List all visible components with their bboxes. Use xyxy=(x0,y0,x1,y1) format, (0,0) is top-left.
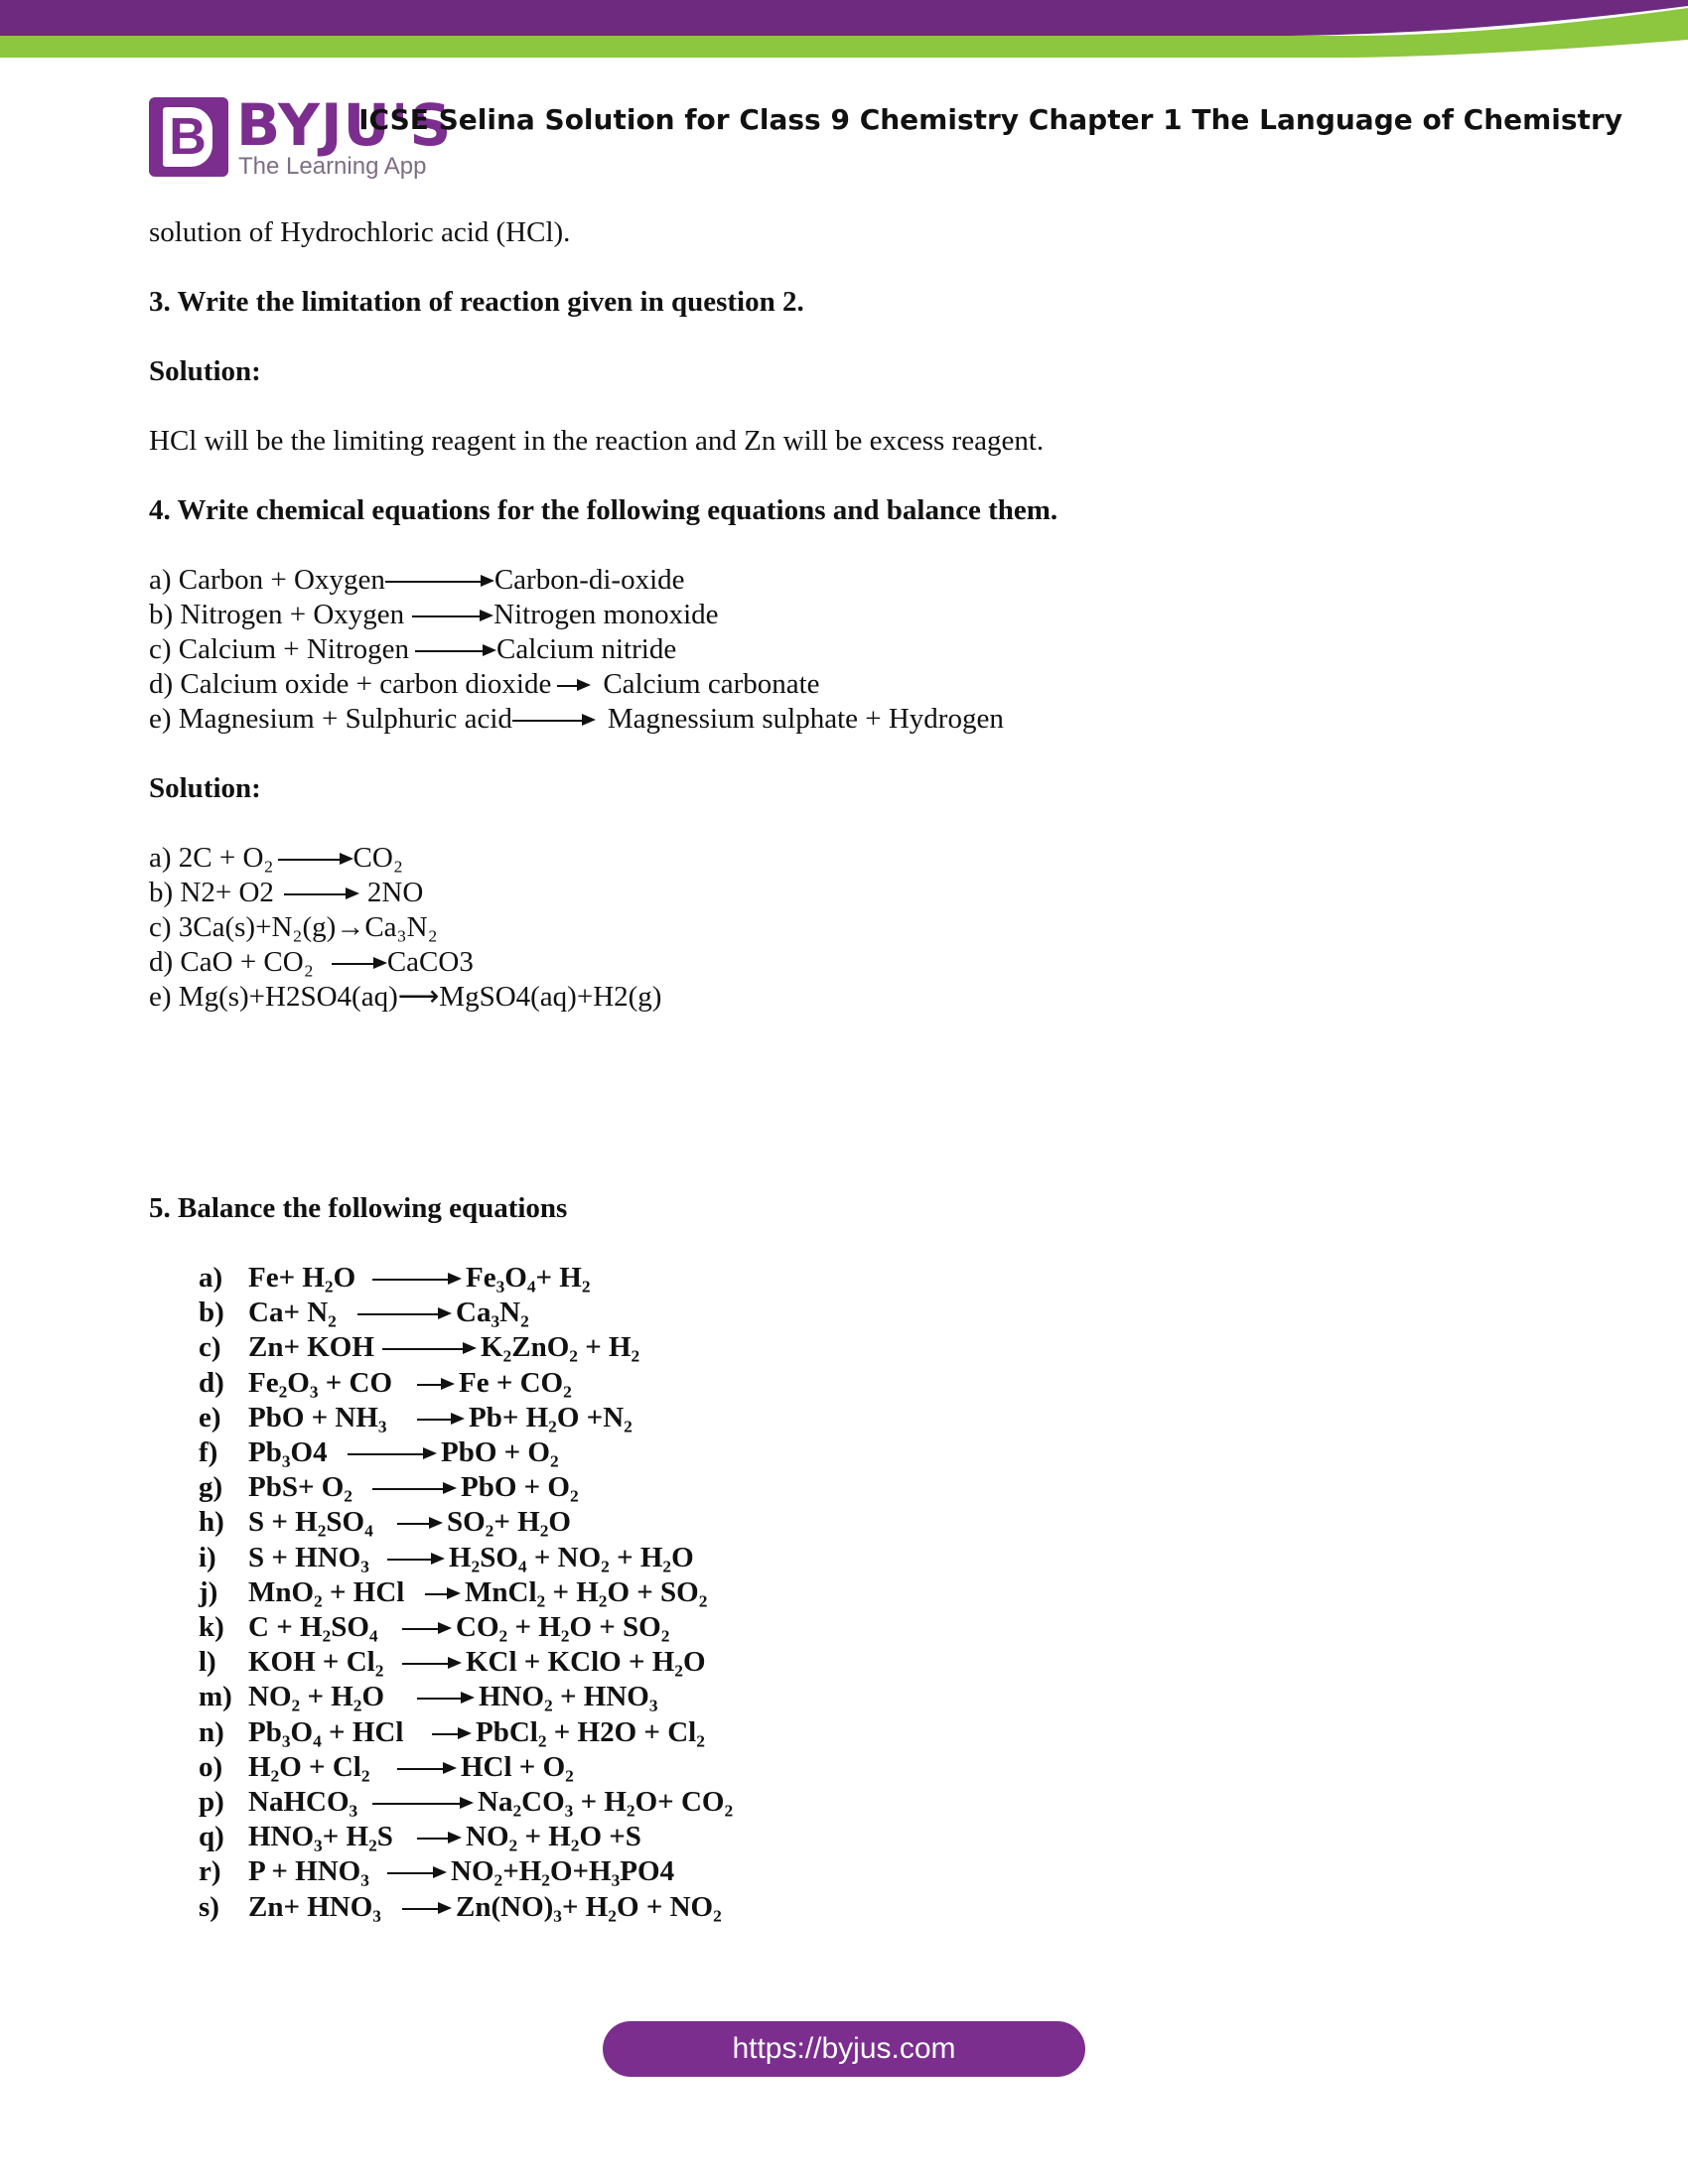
equation-rhs: Na₂CO₃ + H₂O+ CO₂ xyxy=(478,1786,734,1818)
arrow-icon xyxy=(348,1435,437,1470)
equation-rhs: NO₂+H₂O+H₃PO4 xyxy=(451,1855,675,1888)
question-3: 3. Write the limitation of reaction given in question 2. xyxy=(149,286,804,318)
equation-lhs: a) Carbon + Oxygen xyxy=(149,564,385,596)
arrow-icon xyxy=(372,1785,474,1820)
equation-label: a) xyxy=(199,1262,223,1294)
arrow-icon xyxy=(397,1505,443,1540)
solution-label: Solution: xyxy=(149,355,261,387)
equation-lhs: Zn+ HNO₃ xyxy=(248,1890,381,1923)
equation-label: d) xyxy=(199,1366,224,1399)
equation-rhs: SO₂+ H₂O xyxy=(447,1506,571,1539)
equation-label: k) xyxy=(199,1611,224,1643)
equation-lhs: Fe₂O₃ + CO xyxy=(248,1366,393,1399)
equation-label: r) xyxy=(199,1855,221,1888)
arrow-icon xyxy=(402,1645,462,1680)
equation-label: l) xyxy=(199,1646,216,1679)
solution-equation-b: b) N2+ O2 2NO xyxy=(149,877,424,908)
word-equation-c xyxy=(149,632,676,667)
logo-name: BYJU'S xyxy=(236,91,453,159)
arrow-icon xyxy=(385,563,494,598)
question-5: 5. Balance the following equations xyxy=(149,1192,568,1224)
arrow-icon xyxy=(417,1680,475,1714)
arrow-icon xyxy=(417,1820,462,1854)
arrow-icon xyxy=(417,1366,455,1401)
equation-rhs: Fe₃O₄+ H₂ xyxy=(466,1262,591,1294)
equation-label: g) xyxy=(199,1471,223,1504)
question-3-answer: HCl will be the limiting reagent in the reaction and Zn will be excess reagent. xyxy=(149,425,1045,457)
arrow-icon xyxy=(372,1470,457,1505)
equation-rhs: H₂SO₄ + NO₂ + H₂O xyxy=(449,1541,694,1573)
logo-mark xyxy=(149,97,228,177)
equation-label: b) xyxy=(199,1297,224,1329)
arrow-icon xyxy=(415,632,496,667)
arrow-icon xyxy=(332,945,387,980)
equation-lhs: Pb₃O4 xyxy=(248,1436,328,1468)
equation-label: o) xyxy=(199,1750,223,1783)
equation-lhs: PbO + NH₃ xyxy=(248,1401,387,1433)
top-banner xyxy=(0,0,1688,60)
arrow-icon xyxy=(357,1296,452,1330)
word-equation-a xyxy=(149,563,685,598)
equation-rhs: PbCl₂ + H2O + Cl₂ xyxy=(476,1715,705,1748)
equation-rhs: Zn(NO)₃+ H₂O + NO₂ xyxy=(456,1890,722,1923)
equation-rhs: NO₂ + H₂O +S xyxy=(466,1821,641,1853)
logo-tagline: The Learning App xyxy=(238,153,427,180)
equation-rhs: CO₂ + H₂O + SO₂ xyxy=(456,1611,670,1643)
equation-label: s) xyxy=(199,1890,219,1923)
equation-rhs: Ca₃N₂ xyxy=(456,1297,529,1329)
solution-equation-c: c) 3Ca(s)+N₂(g)→Ca₃N₂ xyxy=(149,911,438,943)
solution-label: Solution: xyxy=(149,772,261,804)
solution-equation-e: e) Mg(s)+H2SO4(aq)⟶MgSO4(aq)+H2(g) xyxy=(149,981,662,1013)
equation-rhs: Pb+ H₂O +N₂ xyxy=(469,1401,633,1433)
arrow-icon xyxy=(412,598,493,632)
equation-rhs: KCl + KClO + H₂O xyxy=(466,1646,706,1679)
equation-label: i) xyxy=(199,1541,216,1573)
equation-lhs: MnO₂ + HCl xyxy=(248,1575,405,1608)
equation-lhs: P + HNO₃ xyxy=(248,1855,369,1888)
equation-lhs: NaHCO₃ xyxy=(248,1786,358,1818)
document-title: ICSE Selina Solution for Class 9 Chemistry Chapter 1 The Language of Chemistry xyxy=(358,103,1622,136)
continuation-line: solution of Hydrochloric acid (HCl). xyxy=(149,216,571,248)
equation-label: n) xyxy=(199,1715,224,1748)
word-equation-b xyxy=(149,598,719,632)
word-equation-e xyxy=(149,702,1004,737)
arrow-icon xyxy=(512,702,596,737)
equation-lhs: NO₂ + H₂O xyxy=(248,1681,385,1713)
equation-rhs: Magnessium sulphate + Hydrogen xyxy=(607,703,1004,735)
arrow-icon xyxy=(387,1854,447,1889)
equation-rhs: MnCl₂ + H₂O + SO₂ xyxy=(465,1575,708,1608)
solution-equation-d: d) CaO + CO₂ CaCO3 xyxy=(149,946,474,978)
arrow-icon xyxy=(432,1715,472,1750)
equation-label: m) xyxy=(199,1681,232,1713)
equation-lhs: S + H₂SO₄ xyxy=(248,1506,373,1539)
equation-label: c) xyxy=(199,1331,221,1364)
equation-label: j) xyxy=(199,1575,218,1608)
equation-lhs: Fe+ H₂O xyxy=(248,1262,356,1294)
equation-lhs: Pb₃O₄ + HCl xyxy=(248,1715,404,1748)
logo-letter: B xyxy=(163,107,212,167)
equation-lhs: d) Calcium oxide + carbon dioxide xyxy=(149,668,552,700)
equation-lhs: S + HNO₃ xyxy=(248,1541,369,1573)
arrow-icon xyxy=(372,1261,462,1296)
equation-lhs: b) Nitrogen + Oxygen xyxy=(149,599,405,630)
equation-label: f) xyxy=(199,1436,218,1468)
arrow-icon xyxy=(425,1575,461,1610)
arrow-icon xyxy=(557,667,591,702)
equation-lhs: C + H₂SO₄ xyxy=(248,1611,378,1643)
equation-lhs: Zn+ KOH xyxy=(248,1331,374,1364)
equation-lhs: PbS+ O₂ xyxy=(248,1471,352,1504)
equation-label: p) xyxy=(199,1786,224,1818)
equation-label: e) xyxy=(199,1401,221,1433)
equation-rhs: Calcium carbonate xyxy=(603,668,820,700)
footer-url-link[interactable]: https://byjus.com xyxy=(603,2021,1085,2077)
arrow-icon xyxy=(278,841,353,876)
equation-label: q) xyxy=(199,1821,224,1853)
equation-lhs: e) Magnesium + Sulphuric acid xyxy=(149,703,512,735)
equation-label: h) xyxy=(199,1506,224,1539)
equation-lhs: Ca+ N₂ xyxy=(248,1297,337,1329)
equation-rhs: Nitrogen monoxide xyxy=(493,599,719,630)
banner-purple-stripe xyxy=(0,0,1688,36)
question-4: 4. Write chemical equations for the following equations and balance them. xyxy=(149,494,1058,526)
arrow-icon xyxy=(402,1890,452,1925)
solution-equation-a: a) 2C + O₂ CO₂ xyxy=(149,842,403,874)
equation-rhs: PbO + O₂ xyxy=(461,1471,579,1504)
arrow-icon xyxy=(397,1750,457,1785)
equation-lhs: KOH + Cl₂ xyxy=(248,1646,384,1679)
equation-rhs: HCl + O₂ xyxy=(461,1750,574,1783)
arrow-icon xyxy=(387,1541,445,1575)
equation-rhs: Carbon-di-oxide xyxy=(493,564,685,596)
equation-rhs: PbO + O₂ xyxy=(441,1436,559,1468)
arrow-icon xyxy=(284,876,359,910)
equation-lhs: c) Calcium + Nitrogen xyxy=(149,633,409,665)
equation-lhs: H₂O + Cl₂ xyxy=(248,1750,370,1783)
equation-rhs: Fe + CO₂ xyxy=(459,1366,572,1399)
arrow-icon xyxy=(382,1330,477,1365)
equation-lhs: HNO₃+ H₂S xyxy=(248,1821,393,1853)
equation-rhs: Calcium nitride xyxy=(495,633,677,665)
equation-rhs: K₂ZnO₂ + H₂ xyxy=(481,1331,640,1364)
arrow-icon xyxy=(402,1610,452,1645)
arrow-icon xyxy=(417,1401,465,1435)
equation-rhs: HNO₂ + HNO₃ xyxy=(479,1681,658,1713)
word-equation-d xyxy=(149,667,820,702)
